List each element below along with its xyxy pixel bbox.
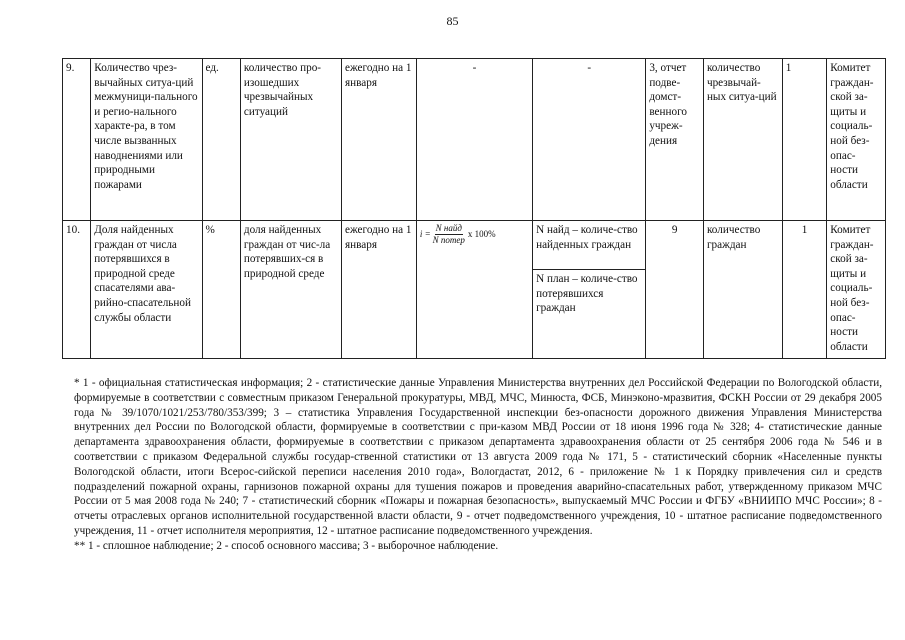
- variables: [533, 221, 646, 359]
- period: ежегодно на 1 января: [342, 221, 417, 359]
- definition: доля найденных граждан от чис-ла потерявших-ся в природной среде: [240, 221, 341, 359]
- formula-denominator: N потер: [432, 235, 465, 245]
- definition: количество про-изошедших чрезвычайных ситуаций: [240, 59, 341, 221]
- method: 1: [782, 59, 826, 221]
- row-number: 10.: [63, 221, 91, 359]
- indicator-type: количество чрезвычай-ных ситуа-ций: [703, 59, 782, 221]
- formula-expression: [420, 223, 529, 246]
- formula-fraction: [433, 223, 465, 246]
- footnote-methods: ** 1 - сплошное наблюдение; 2 - способ основного массива; 3 - выборочное наблюдение.: [74, 539, 499, 552]
- variables: -: [533, 59, 646, 221]
- source: 3, отчет подве-домст-венного учреж-дения: [646, 59, 704, 221]
- formula-tail: x 100%: [467, 229, 496, 240]
- unit: %: [202, 221, 240, 359]
- formula: -: [416, 59, 532, 221]
- responsible: Комитет граждан-ской за-щиты и социаль-ной без-опас-ности области: [827, 59, 886, 221]
- source: 9: [646, 221, 704, 359]
- footnote-sources: * 1 - официальная статистическая информация; 2 - статистические данные Управления Министерства внутренних дел Российской Федерации по Вологодской области, формируемые в соответствии с совместным приказом Генеральной прокуратуры, МВД, МЧС, Минюста, ФСБ, Минэконо-мразвития, ФСКН России от 29 декабря 2005 года № 39/1070/1021/253/780/353/399; 3 – статистика Управления Государственной инспекции без-опасности дорожного движения Управления Министерства внутренних дел России по Вологодской области, формируемые в соответствии с при-казом МВД России от 18 июня 1996 года № 328; 4- статистические данные департамента здравоохранения области, формируемые в соответствии с приказом департамента здравоохранения области от 25 сентября 2006 года № 546 и в соответствии с приказом Федеральной службы государ-ственной статистики от 13 августа 2009 года № 171, 5 - статистический сборник «Населенные пункты Вологодской области, итоги Всерос-сийской переписи населения 2010 года», Вологдастат, 2012, 6 - приложение № 1 к Порядку привлечения сил и средств подразделений пожарной охраны, гарнизонов пожарной охраны для тушения пожаров и проведения аварийно-спасательных работ, утвержденному приказом МЧС России от 5 мая 2008 года № 240; 7 - статистический сборник «Пожары и пожарная безопасность», выпускаемый МЧС России и ФГБУ «ВНИИПО МЧС России»; 8 - отчеты отраслевых органов исполнительной государственной власти области, 9 - отчет подведомственного учреждения, 10 - штатное расписание подведомственного учреждения, 11 - отчет исполнителя мероприятия, 12 - штатное расписание подведомственного учреждения.: [74, 377, 882, 537]
- formula-lhs: i =: [419, 229, 431, 240]
- page-number: 85: [446, 14, 459, 28]
- method: 1: [782, 221, 826, 359]
- unit: ед.: [202, 59, 240, 221]
- period: ежегодно на 1 января: [342, 59, 417, 221]
- footnotes: [74, 376, 882, 554]
- table-row: [63, 59, 886, 221]
- indicators-table: [62, 58, 886, 359]
- row-number: 9.: [63, 59, 91, 221]
- formula-numerator: N найд: [435, 223, 462, 233]
- table-row: [63, 221, 886, 359]
- formula: [416, 221, 532, 359]
- indicator-name: Доля найденных граждан от числа потерявшихся в природной среде спасателями ава-рийно-спасательной службы области: [91, 221, 202, 359]
- indicator-type: количество граждан: [703, 221, 782, 359]
- variable-found: N найд – количе-ство найденных граждан: [533, 221, 645, 270]
- variable-lost: N план – количе-ство потерявшихся граждан: [536, 273, 638, 315]
- responsible: Комитет граждан-ской за-щиты и социаль-ной без-опас-ности области: [827, 221, 886, 359]
- indicator-name: Количество чрез-вычайных ситуа-ций межмуници-пального и регио-нального характе-ра, в том числе вызванных наводнениями или природными пожарами: [91, 59, 202, 221]
